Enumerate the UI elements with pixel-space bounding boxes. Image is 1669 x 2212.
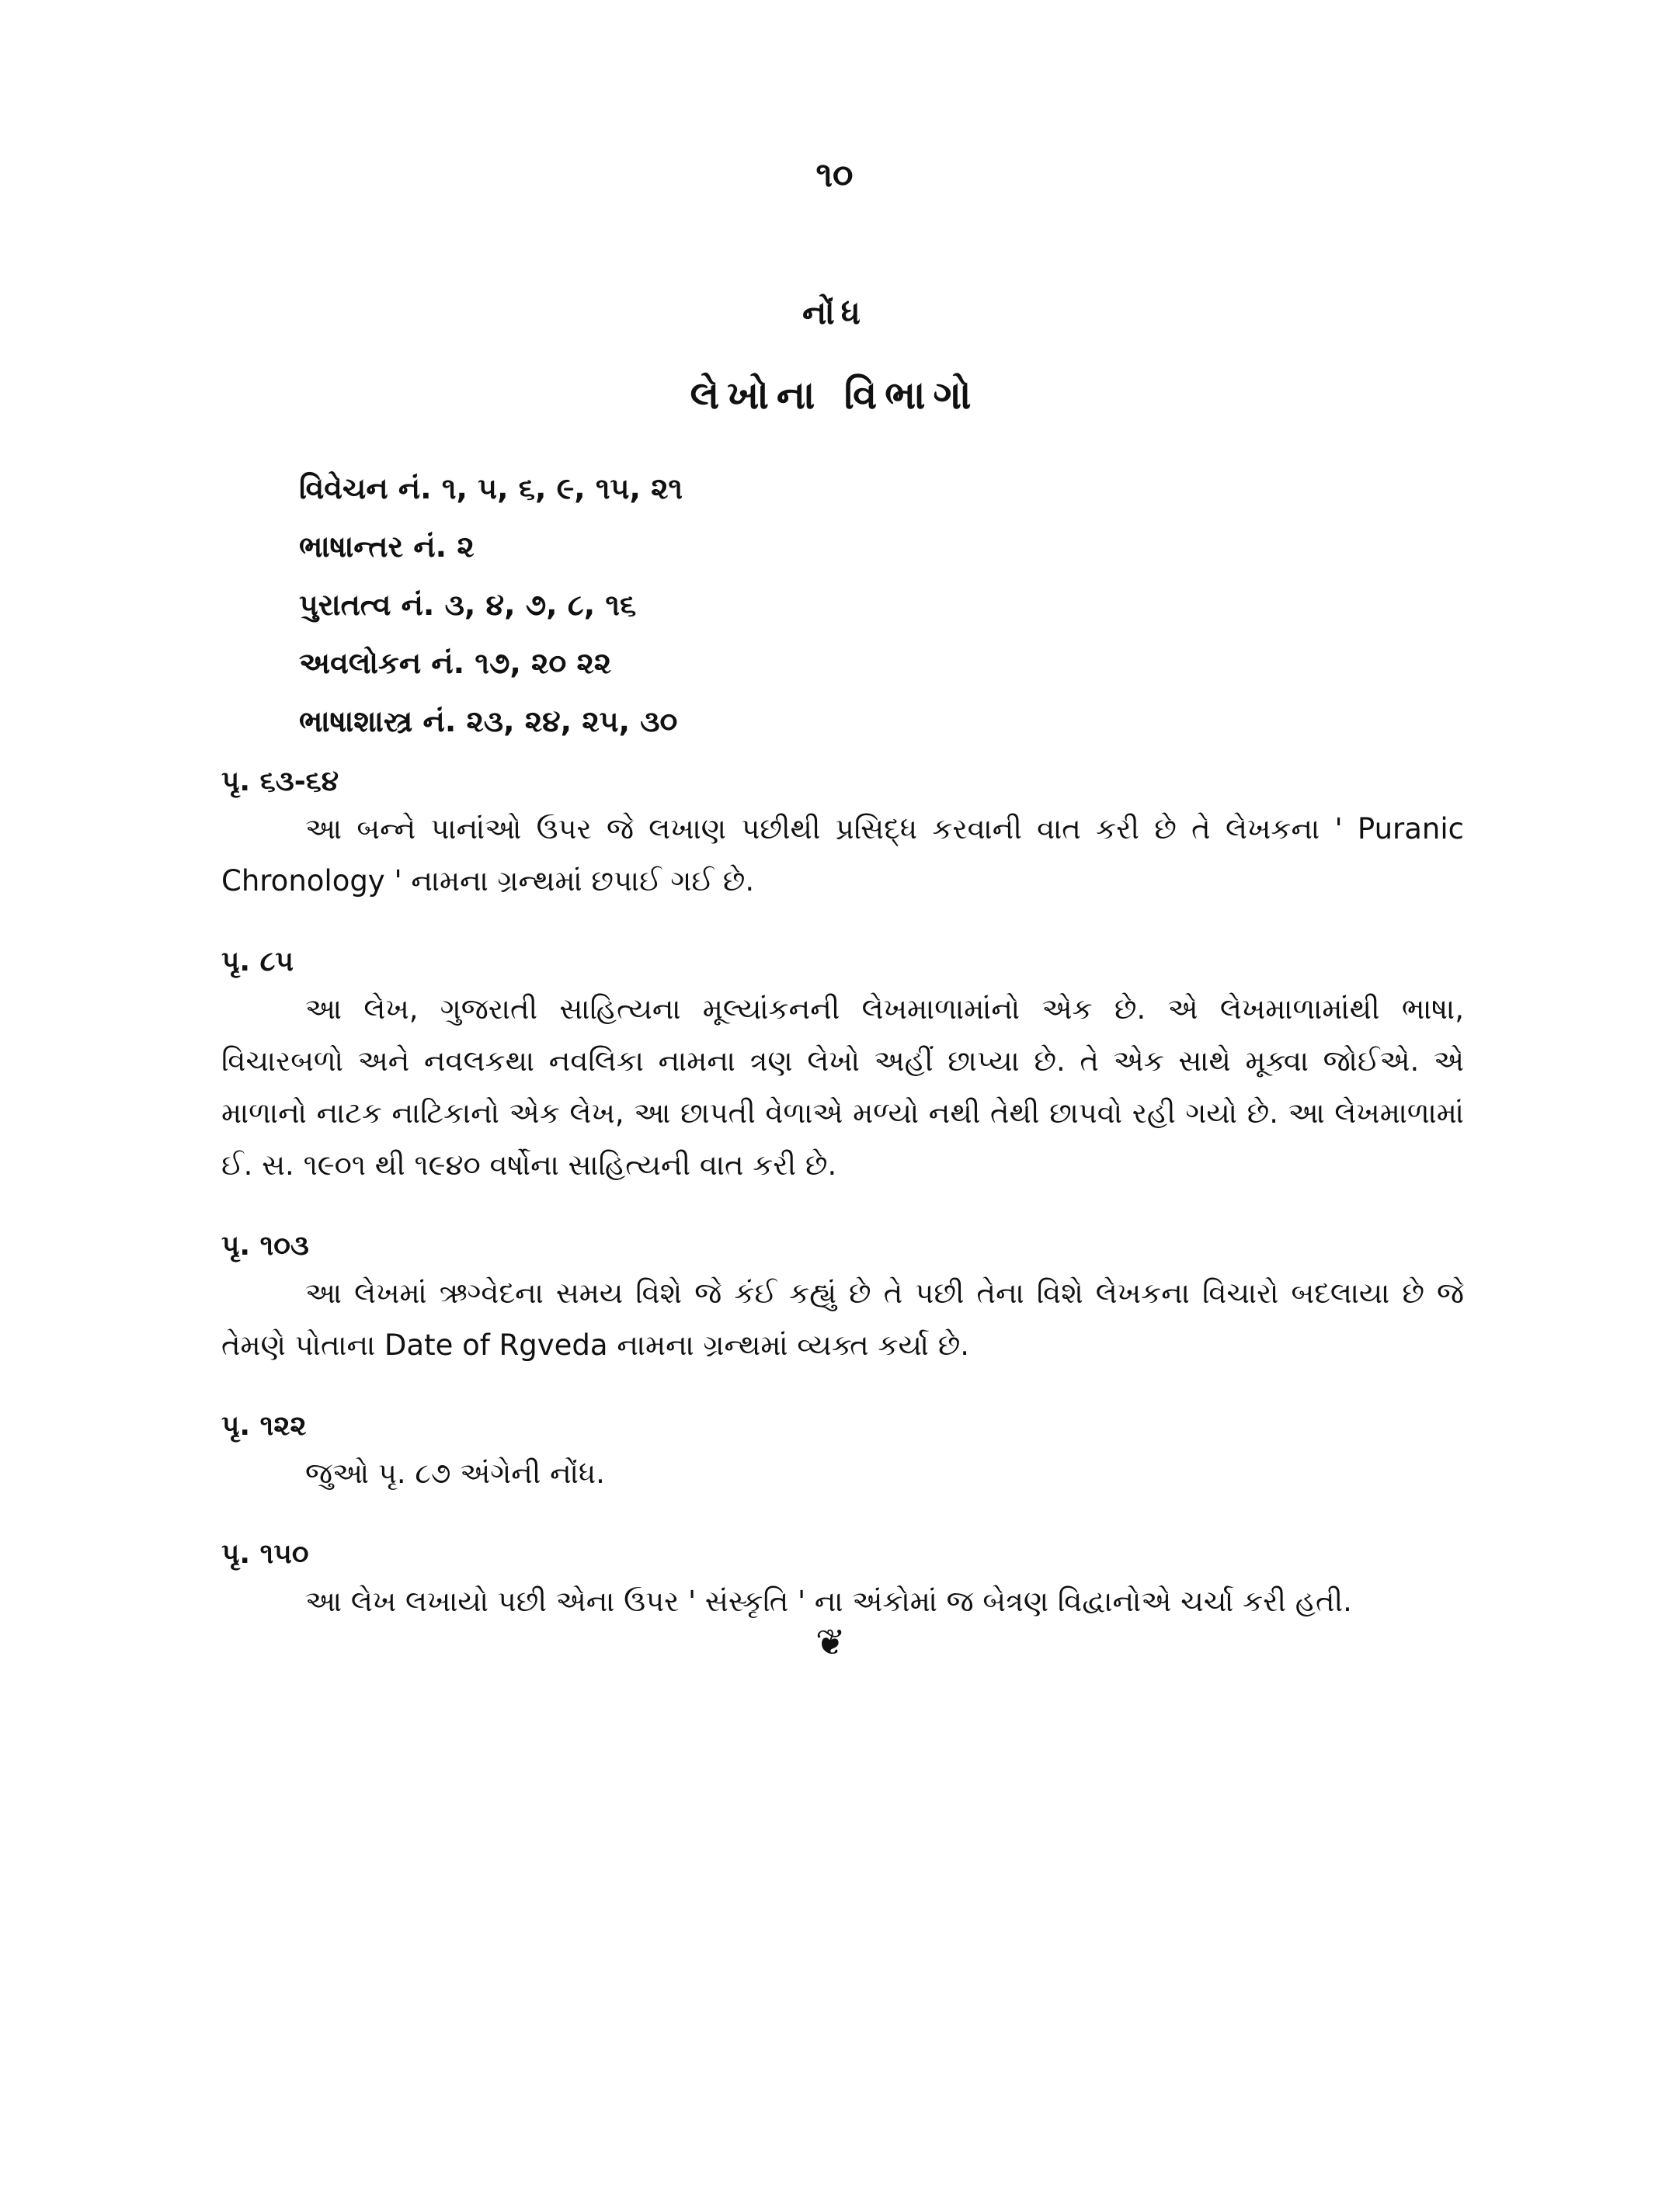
ornament-icon: ❦ xyxy=(815,1621,846,1663)
note-text: આ લેખ લખાયો પછી એના ઉપર ' સંસ્કૃતિ ' ના અંકોમાં જ બેત્રણ વિદ્વાનોએ ચર્ચા કરી હતી. xyxy=(305,1585,1352,1618)
note-page-ref: પૃ. ૮૫ xyxy=(221,946,294,978)
note-text: આ લેખમાં ઋગ્વેદના સમય વિશે જે કંઈ કહ્યું છે તે પછી તેના વિશે લેખકના વિચારો બદલાયા છે જે તેમણે પોતાના Date of Rgveda નામના ગ્રન્થમાં વ્યક્ત કર્યા છે. xyxy=(221,1276,1464,1362)
note-block xyxy=(221,1405,1464,1499)
note-page-ref: પૃ. ૧૦૩ xyxy=(221,1230,309,1262)
note-block xyxy=(221,761,1464,907)
category-item: પુરાતત્વ નં. ૩, ૪, ૭, ૮, ૧૬ xyxy=(299,588,637,622)
page-number: ૧૦ xyxy=(815,155,854,195)
note-page-ref: પૃ. ૧૫૦ xyxy=(221,1538,309,1570)
article-sections-heading: લેખોના વિભાગો xyxy=(690,373,979,418)
note-block xyxy=(221,1225,1464,1371)
category-item: ભાષાશાસ્ત્ર નં. ૨૩, ૨૪, ૨૫, ૩૦ xyxy=(299,704,678,738)
category-item: ભાષાન્તર નં. ૨ xyxy=(299,530,475,564)
note-block xyxy=(221,1533,1464,1627)
note-page-ref: પૃ. ૧૨૨ xyxy=(221,1410,307,1442)
notes-section xyxy=(221,761,1464,1662)
note-text: આ લેખ, ગુજરાતી સાહિત્યના મૂલ્યાંકનની લેખમાળામાંનો એક છે. એ લેખમાળામાંથી ભાષા, વિચારબળો અને નવલકથા નવલિકા નામના ત્રણ લેખો અહીં છાપ્યા છે. તે એક સાથે મૂક્વા જોઈએ. એ માળાનો નાટક નાટિકાનો એક લેખ, આ છાપતી વેળાએ મળ્યો નથી તેથી છાપવો રહી ગયો છે. આ લેખમાળામાં ઈ. સ. ૧૯૦૧ થી ૧૯૪૦ વર્ષોના સાહિત્યની વાત કરી છે. xyxy=(221,992,1464,1182)
note-text: આ બન્ને પાનાંઓ ઉપર જે લખાણ પછીથી પ્રસિદ્ધ કરવાની વાત કરી છે તે લેખકના ' Puranic Chronology ' નામના ગ્રન્થમાં છપાઈ ગઈ છે. xyxy=(221,812,1464,898)
notes-heading: નોંધ xyxy=(802,293,867,332)
note-text: જુઓ પૃ. ૮૭ અંગેની નોંધ. xyxy=(305,1457,605,1490)
category-list xyxy=(299,460,683,751)
note-block xyxy=(221,941,1464,1191)
category-item: અવલોકન નં. ૧૭, ૨૦ ૨૨ xyxy=(299,646,612,680)
note-page-ref: પૃ. ૬૩-૬૪ xyxy=(221,766,339,797)
category-item: વિવેચન નં. ૧, ૫, ૬, ૯, ૧૫, ૨૧ xyxy=(299,471,683,505)
